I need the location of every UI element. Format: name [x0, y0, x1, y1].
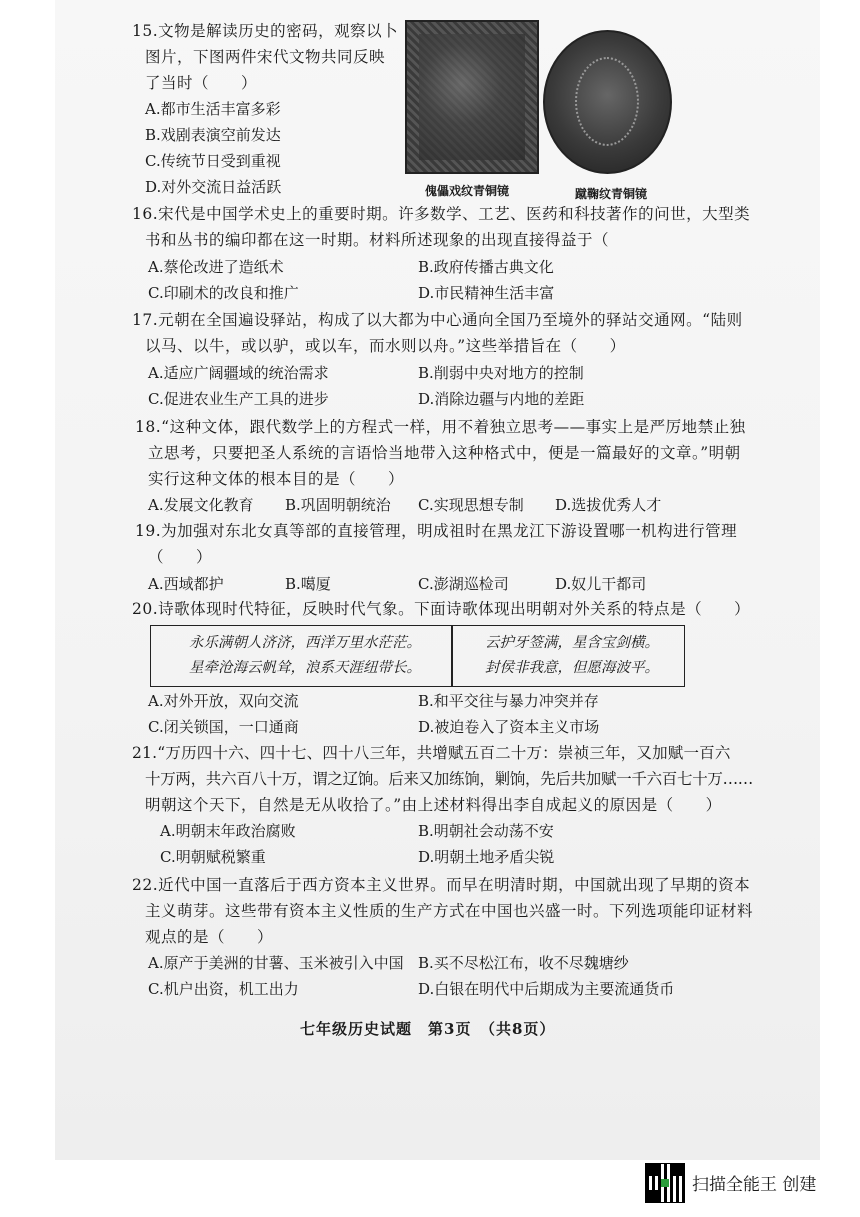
- q22-line-3: 观点的是（ ）: [145, 928, 274, 946]
- q15-option-c: C.传统节日受到重视: [145, 152, 281, 170]
- q20-option-a: A.对外开放，双向交流: [148, 692, 299, 710]
- q19-option-a: A.西域都护: [148, 575, 224, 593]
- q20-line-1: 20.诗歌体现时代特征，反映时代气象。下面诗歌体现出明朝对外关系的特点是（ ）: [132, 600, 751, 618]
- poem-box: [150, 625, 685, 687]
- caption-puppet-mirror: 傀儡戏纹青铜镜: [425, 184, 510, 198]
- cuju-bronze-mirror-image: [543, 30, 672, 174]
- caption-cuju-mirror: 蹴鞠纹青铜镜: [575, 187, 648, 201]
- q18-line-1: 18.“这种文体，跟代数学上的方程式一样，用不着独立思考——事实上是严厉地禁止独: [135, 418, 746, 436]
- q15-option-d: D.对外交流日益活跃: [145, 178, 282, 196]
- q15-line-2: 图片，下图两件宋代文物共同反映: [145, 48, 386, 66]
- q20-option-d: D.被迫卷入了资本主义市场: [418, 718, 600, 736]
- q22-line-2: 主义萌芽。这些带有资本主义性质的生产方式在中国也兴盛一时。下列选项能印证材料: [145, 902, 754, 920]
- q19-line-1: 19.为加强对东北女真等部的直接管理，明成祖时在黑龙江下游设置哪一机构进行管理: [135, 522, 738, 540]
- q21-line-1: 21.“万历四十六、四十七、四十八三年，共增赋五百二十万：崇祯三年，又加赋一百六: [132, 744, 731, 762]
- q22-option-c: C.机户出资，机工出力: [148, 980, 299, 998]
- q16-line-1: 16.宋代是中国学术史上的重要时期。许多数学、工艺、医药和科技著作的问世，大型类: [132, 205, 751, 223]
- qr-code-icon: [645, 1163, 685, 1203]
- q17-option-c: C.促进农业生产工具的进步: [148, 390, 329, 408]
- poem-divider: [451, 626, 453, 686]
- q16-line-2: 书和丛书的编印都在这一时期。材料所述现象的出现直接得益于（: [145, 231, 610, 249]
- q22-option-a: A.原产于美洲的甘薯、玉米被引入中国: [148, 954, 404, 972]
- q15-line-3: 了当时（ ）: [145, 74, 258, 92]
- q21-option-a: A.明朝末年政治腐败: [160, 822, 296, 840]
- q19-option-d: D.奴儿干都司: [555, 575, 647, 593]
- q19-option-b: B.噶厦: [285, 575, 331, 593]
- q18-option-d: D.选拔优秀人才: [555, 496, 662, 514]
- poem-right-line-2: 封侯非我意，但愿海波平。: [485, 660, 659, 676]
- q18-line-2: 立思考，只要把圣人系统的言语恰当地带入这种格式中，便是一篇最好的文章。”明朝: [148, 444, 741, 462]
- q17-line-2: 以马、以牛，或以驴，或以车，而水则以舟。”这些举措旨在（ ）: [145, 337, 626, 355]
- q18-option-c: C.实现思想专制: [418, 496, 524, 514]
- q17-line-1: 17.元朝在全国遍设驿站，构成了以大都为中心通向全国乃至境外的驿站交通网。“陆则: [132, 311, 743, 329]
- q16-option-b: B.政府传播古典文化: [418, 258, 554, 276]
- poem-left-line-2: 星牵沧海云帆耸，浪系天涯纽带长。: [189, 660, 421, 676]
- q20-option-b: B.和平交往与暴力冲突并存: [418, 692, 599, 710]
- q18-option-b: B.巩固明朝统治: [285, 496, 391, 514]
- q15-line-1: 15.文物是解读历史的密码，观察以卜: [132, 22, 399, 40]
- q21-option-c: C.明朝赋税繁重: [160, 848, 266, 866]
- q15-option-b: B.戏剧表演空前发达: [145, 126, 281, 144]
- q17-option-b: B.削弱中央对地方的控制: [418, 364, 584, 382]
- q15-option-a: A.都市生活丰富多彩: [145, 100, 281, 118]
- page-footer: 七年级历史试题 第3页 （共8页）: [300, 1020, 556, 1038]
- poem-left-line-1: 永乐满朝人济济，西洋万里水茫茫。: [189, 635, 421, 651]
- q16-option-c: C.印刷术的改良和推广: [148, 284, 299, 302]
- q18-line-3: 实行这种文体的根本目的是（ ）: [148, 470, 405, 488]
- puppet-show-bronze-mirror-image: [405, 20, 539, 174]
- poem-right-line-1: 云护牙签满，星含宝剑横。: [485, 635, 659, 651]
- q21-option-b: B.明朝社会动荡不安: [418, 822, 554, 840]
- q17-option-a: A.适应广阔疆域的统治需求: [148, 364, 329, 382]
- q16-option-a: A.蔡伦改进了造纸术: [148, 258, 284, 276]
- scanner-watermark: 扫描全能王 创建: [692, 1175, 817, 1195]
- q19-line-2: （ ）: [148, 548, 213, 566]
- q20-option-c: C.闭关锁国，一口通商: [148, 718, 299, 736]
- q22-option-d: D.白银在明代中后期成为主要流通货币: [418, 980, 675, 998]
- q22-option-b: B.买不尽松江布，收不尽魏塘纱: [418, 954, 629, 972]
- q21-line-2: 十万两，共六百八十万，谓之辽饷。后来又加练饷，剿饷，先后共加赋一千六百七十万……: [145, 770, 754, 788]
- q16-option-d: D.市民精神生活丰富: [418, 284, 555, 302]
- q17-option-d: D.消除边疆与内地的差距: [418, 390, 585, 408]
- q19-option-c: C.澎湖巡检司: [418, 575, 509, 593]
- q21-line-3: 明朝这个天下，自然是无从收拾了。”由上述材料得出李自成起义的原因是（ ）: [145, 796, 722, 814]
- q21-option-d: D.明朝土地矛盾尖锐: [418, 848, 555, 866]
- q22-line-1: 22.近代中国一直落后于西方资本主义世界。而早在明清时期，中国就出现了早期的资本: [132, 876, 751, 894]
- q18-option-a: A.发展文化教育: [148, 496, 254, 514]
